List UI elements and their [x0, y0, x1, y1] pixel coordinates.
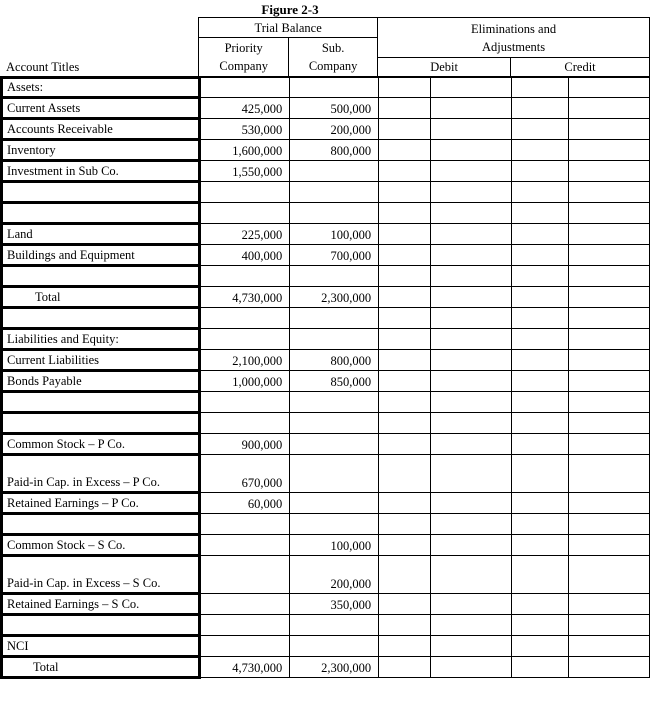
credit-cell — [569, 455, 650, 493]
sub-company-cell — [290, 392, 379, 413]
priority-company-header: Priority Company — [199, 38, 289, 77]
account-title-cell: Total — [2, 287, 200, 308]
priority-company-cell: 530,000 — [200, 119, 290, 140]
debit-cell — [430, 119, 511, 140]
account-title-cell: Assets: — [2, 78, 200, 98]
debit-cell — [430, 371, 511, 392]
credit-cell — [569, 413, 650, 434]
credit-ref-cell — [511, 245, 569, 266]
table-row — [2, 392, 650, 413]
debit-cell — [430, 266, 511, 287]
table-row — [2, 161, 650, 182]
sub-company-cell — [290, 308, 379, 329]
table-row — [2, 266, 650, 287]
priority-company-cell: 225,000 — [200, 224, 290, 245]
debit-cell — [430, 615, 511, 636]
credit-cell — [569, 493, 650, 514]
table-row — [2, 224, 650, 245]
debit-cell — [430, 140, 511, 161]
debit-ref-cell — [379, 371, 431, 392]
account-title-cell — [2, 308, 200, 329]
credit-ref-cell — [511, 657, 569, 678]
account-title-cell: Accounts Receivable — [2, 119, 200, 140]
debit-cell — [430, 308, 511, 329]
credit-ref-cell — [511, 556, 569, 594]
sub-company-cell — [290, 493, 379, 514]
priority-company-cell: 60,000 — [200, 493, 290, 514]
account-title-cell — [2, 266, 200, 287]
credit-ref-cell — [511, 413, 569, 434]
priority-company-cell — [200, 78, 290, 98]
credit-cell — [569, 182, 650, 203]
account-title-cell: Bonds Payable — [2, 371, 200, 392]
account-title-cell: Common Stock – P Co. — [2, 434, 200, 455]
account-title-cell: Current Assets — [2, 98, 200, 119]
credit-ref-cell — [511, 308, 569, 329]
credit-ref-cell — [511, 594, 569, 615]
table-row — [2, 245, 650, 266]
priority-company-cell — [200, 615, 290, 636]
sub-company-cell — [290, 78, 379, 98]
credit-ref-cell — [511, 98, 569, 119]
debit-cell — [430, 245, 511, 266]
sub-company-cell — [290, 455, 379, 493]
table-row — [2, 287, 650, 308]
priority-company-cell — [200, 594, 290, 615]
debit-ref-cell — [379, 329, 431, 350]
sub-company-cell — [290, 329, 379, 350]
credit-cell — [569, 119, 650, 140]
debit-ref-cell — [379, 287, 431, 308]
debit-cell — [430, 98, 511, 119]
table-row — [2, 308, 650, 329]
credit-cell — [569, 224, 650, 245]
debit-cell — [430, 182, 511, 203]
priority-company-cell: 2,100,000 — [200, 350, 290, 371]
account-title-cell: Common Stock – S Co. — [2, 535, 200, 556]
trial-balance-table — [0, 76, 650, 679]
priority-company-cell: 1,550,000 — [200, 161, 290, 182]
table-row — [2, 657, 650, 678]
debit-ref-cell — [379, 514, 431, 535]
credit-cell — [569, 287, 650, 308]
credit-cell — [569, 514, 650, 535]
sub-company-cell — [290, 203, 379, 224]
account-title-cell: Paid-in Cap. in Excess – P Co. — [2, 455, 200, 493]
credit-ref-cell — [511, 224, 569, 245]
debit-ref-cell — [379, 78, 431, 98]
credit-ref-cell — [511, 535, 569, 556]
credit-ref-cell — [511, 203, 569, 224]
credit-cell — [569, 98, 650, 119]
credit-ref-cell — [511, 636, 569, 657]
account-title-cell — [2, 182, 200, 203]
priority-company-cell: 670,000 — [200, 455, 290, 493]
sub-company-cell: 850,000 — [290, 371, 379, 392]
account-title-cell — [2, 615, 200, 636]
table-row — [2, 350, 650, 371]
credit-cell — [569, 308, 650, 329]
debit-cell — [430, 392, 511, 413]
debit-ref-cell — [379, 455, 431, 493]
table-row — [2, 556, 650, 594]
table-header — [0, 17, 650, 77]
eliminations-header: Eliminations and Adjustments — [378, 18, 650, 58]
sub-company-cell: 700,000 — [290, 245, 379, 266]
account-titles-header: Account Titles — [0, 18, 199, 77]
credit-ref-cell — [511, 350, 569, 371]
debit-ref-cell — [379, 392, 431, 413]
debit-ref-cell — [379, 493, 431, 514]
sub-company-cell — [290, 434, 379, 455]
credit-ref-cell — [511, 455, 569, 493]
table-row — [2, 371, 650, 392]
credit-ref-cell — [511, 161, 569, 182]
account-title-cell: NCI — [2, 636, 200, 657]
credit-cell — [569, 78, 650, 98]
credit-cell — [569, 350, 650, 371]
credit-ref-cell — [511, 371, 569, 392]
debit-cell — [430, 161, 511, 182]
credit-cell — [569, 371, 650, 392]
table-row — [2, 140, 650, 161]
sub-company-cell: 350,000 — [290, 594, 379, 615]
debit-cell — [430, 594, 511, 615]
credit-ref-cell — [511, 434, 569, 455]
table-row — [2, 203, 650, 224]
debit-ref-cell — [379, 140, 431, 161]
debit-ref-cell — [379, 657, 431, 678]
priority-company-cell: 1,000,000 — [200, 371, 290, 392]
credit-ref-cell — [511, 392, 569, 413]
debit-ref-cell — [379, 434, 431, 455]
account-title-cell — [2, 392, 200, 413]
account-title-cell: Land — [2, 224, 200, 245]
account-title-cell — [2, 514, 200, 535]
debit-ref-cell — [379, 308, 431, 329]
debit-ref-cell — [379, 636, 431, 657]
priority-company-cell: 425,000 — [200, 98, 290, 119]
credit-ref-cell — [511, 140, 569, 161]
priority-company-cell — [200, 329, 290, 350]
debit-header: Debit — [378, 58, 511, 77]
sub-company-cell: 200,000 — [290, 556, 379, 594]
debit-cell — [430, 413, 511, 434]
table-row — [2, 493, 650, 514]
account-title-cell: Inventory — [2, 140, 200, 161]
priority-company-cell: 4,730,000 — [200, 287, 290, 308]
debit-cell — [430, 535, 511, 556]
sub-company-header: Sub. Company — [289, 38, 378, 77]
credit-cell — [569, 594, 650, 615]
debit-cell — [430, 287, 511, 308]
priority-company-cell — [200, 203, 290, 224]
credit-cell — [569, 161, 650, 182]
debit-ref-cell — [379, 203, 431, 224]
priority-company-cell — [200, 556, 290, 594]
credit-ref-cell — [511, 266, 569, 287]
credit-ref-cell — [511, 119, 569, 140]
debit-ref-cell — [379, 266, 431, 287]
account-title-cell: Retained Earnings – S Co. — [2, 594, 200, 615]
sub-company-cell — [290, 615, 379, 636]
debit-ref-cell — [379, 224, 431, 245]
account-title-cell: Investment in Sub Co. — [2, 161, 200, 182]
credit-ref-cell — [511, 78, 569, 98]
account-title-cell — [2, 203, 200, 224]
table-row — [2, 514, 650, 535]
debit-cell — [430, 636, 511, 657]
priority-company-cell — [200, 636, 290, 657]
table-row — [2, 615, 650, 636]
debit-ref-cell — [379, 615, 431, 636]
credit-cell — [569, 329, 650, 350]
priority-company-cell — [200, 182, 290, 203]
debit-ref-cell — [379, 556, 431, 594]
sub-company-cell: 800,000 — [290, 140, 379, 161]
debit-ref-cell — [379, 350, 431, 371]
table-row — [2, 78, 650, 98]
debit-ref-cell — [379, 182, 431, 203]
credit-ref-cell — [511, 287, 569, 308]
priority-company-cell: 900,000 — [200, 434, 290, 455]
sub-company-cell: 100,000 — [290, 224, 379, 245]
priority-company-cell — [200, 308, 290, 329]
table-row — [2, 636, 650, 657]
credit-cell — [569, 140, 650, 161]
credit-ref-cell — [511, 182, 569, 203]
sub-company-cell — [290, 182, 379, 203]
account-title-cell: Liabilities and Equity: — [2, 329, 200, 350]
account-title-cell — [2, 413, 200, 434]
sub-company-cell: 200,000 — [290, 119, 379, 140]
credit-cell — [569, 535, 650, 556]
debit-ref-cell — [379, 119, 431, 140]
credit-ref-cell — [511, 514, 569, 535]
debit-cell — [430, 350, 511, 371]
sub-company-cell: 800,000 — [290, 350, 379, 371]
priority-company-cell — [200, 392, 290, 413]
sub-company-cell — [290, 161, 379, 182]
debit-cell — [430, 514, 511, 535]
debit-cell — [430, 224, 511, 245]
account-title-cell: Buildings and Equipment — [2, 245, 200, 266]
debit-ref-cell — [379, 413, 431, 434]
table-row — [2, 455, 650, 493]
debit-cell — [430, 455, 511, 493]
sub-company-cell: 500,000 — [290, 98, 379, 119]
figure-title: Figure 2-3 — [261, 2, 319, 17]
account-title-cell: Retained Earnings – P Co. — [2, 493, 200, 514]
priority-company-cell — [200, 535, 290, 556]
priority-company-cell: 400,000 — [200, 245, 290, 266]
table-row — [2, 119, 650, 140]
credit-cell — [569, 434, 650, 455]
credit-cell — [569, 556, 650, 594]
table-row — [2, 594, 650, 615]
priority-company-cell — [200, 266, 290, 287]
credit-cell — [569, 392, 650, 413]
priority-company-cell — [200, 514, 290, 535]
credit-header: Credit — [511, 58, 650, 77]
account-title-cell: Paid-in Cap. in Excess – S Co. — [2, 556, 200, 594]
table-row — [2, 535, 650, 556]
debit-cell — [430, 556, 511, 594]
credit-ref-cell — [511, 493, 569, 514]
debit-ref-cell — [379, 161, 431, 182]
debit-ref-cell — [379, 594, 431, 615]
credit-cell — [569, 657, 650, 678]
trial-balance-header: Trial Balance — [199, 18, 378, 38]
sub-company-cell — [290, 514, 379, 535]
table-row — [2, 182, 650, 203]
debit-cell — [430, 657, 511, 678]
credit-cell — [569, 636, 650, 657]
sub-company-cell: 2,300,000 — [290, 287, 379, 308]
credit-cell — [569, 615, 650, 636]
sub-company-cell — [290, 636, 379, 657]
debit-cell — [430, 493, 511, 514]
table-row — [2, 434, 650, 455]
account-title-cell: Current Liabilities — [2, 350, 200, 371]
credit-cell — [569, 245, 650, 266]
sub-company-cell: 100,000 — [290, 535, 379, 556]
credit-ref-cell — [511, 615, 569, 636]
table-row — [2, 98, 650, 119]
debit-cell — [430, 78, 511, 98]
credit-cell — [569, 203, 650, 224]
table-row — [2, 329, 650, 350]
debit-cell — [430, 434, 511, 455]
table-row — [2, 413, 650, 434]
credit-cell — [569, 266, 650, 287]
debit-cell — [430, 329, 511, 350]
sub-company-cell: 2,300,000 — [290, 657, 379, 678]
sub-company-cell — [290, 413, 379, 434]
debit-ref-cell — [379, 245, 431, 266]
debit-ref-cell — [379, 98, 431, 119]
sub-company-cell — [290, 266, 379, 287]
priority-company-cell: 1,600,000 — [200, 140, 290, 161]
priority-company-cell — [200, 413, 290, 434]
debit-ref-cell — [379, 535, 431, 556]
priority-company-cell: 4,730,000 — [200, 657, 290, 678]
account-title-cell: Total — [2, 657, 200, 678]
debit-cell — [430, 203, 511, 224]
credit-ref-cell — [511, 329, 569, 350]
